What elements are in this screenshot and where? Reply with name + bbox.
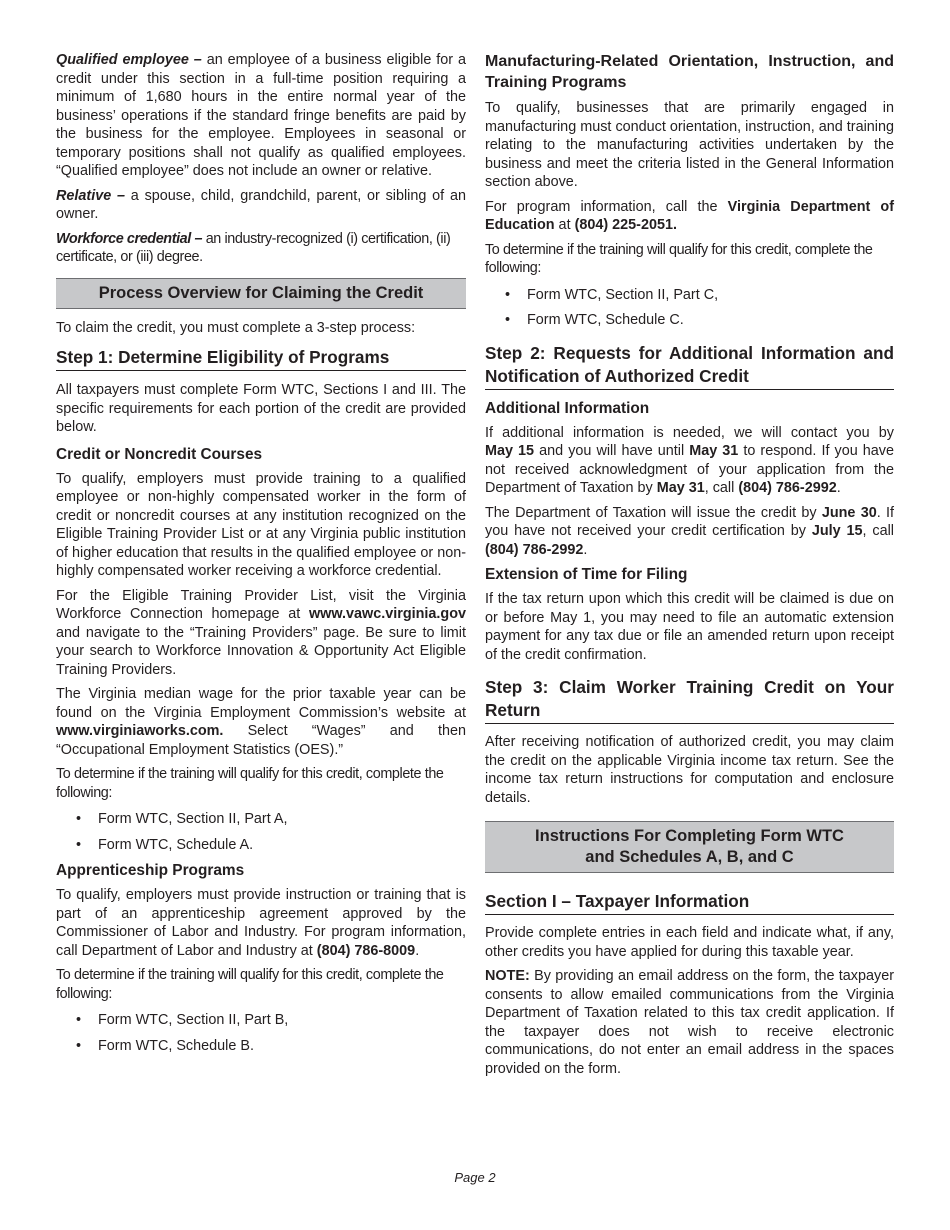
section1-text: Provide complete entries in each field and indicate what, if any, other credits you have applied for during this taxable year. [485,925,894,960]
list-item: • Form WTC, Section II, Part A, [56,810,466,829]
virginiaworks-link[interactable]: www.virginiaworks.com. [56,723,224,739]
bullet-list-a [56,810,466,854]
section1-heading: Section I – Taxpayer Information [485,890,894,915]
doe-name: Virginia Department of Education [485,198,894,233]
definition-qualified-employee: Qualified employee – an employee of a business eligible for a credit under this section in a full-time position requiring a minimum of 1,680 hours in the entire normal year of the business’ operations if the standard fringe benefits are paid by the business for the employee. Employees in seasonal or temporary positions shall not qualify as qualified employees. “Qualified employee” does not include an owner or relative. [56,52,466,179]
credit-courses-heading: Credit or Noncredit Courses [56,445,263,463]
determine-text-a: To determine if the training will qualify for this credit, complete the following: [56,766,444,801]
list-item: • Form WTC, Section II, Part B, [56,1011,466,1030]
step1-heading: Step 1: Determine Eligibility of Programs [56,346,466,371]
manufacturing-text: To qualify, businesses that are primarily engaged in manufacturing must conduct orientation, instruction, and training relating to the manufacturing activities undertaken by the business and meet the criteria listed in the General Information section above. [485,100,894,190]
provider-list-text: For the Eligible Training Provider List, visit the Virginia Workforce Connection homepage at www.vawc.virginia.gov and navigate to the “Training Providers” page. Be sure to limit your search to Workforce Innovation & Opportunity Act Eligible Training Providers. [56,587,466,678]
list-item: • Form WTC, Section II, Part C, [485,286,894,305]
taxation-phone: (804) 786-2992 [485,541,584,558]
determine-text-c: To determine if the training will qualify for this credit, complete the following: [485,241,873,276]
list-item: • Form WTC, Schedule B. [56,1037,466,1056]
term-relative: Relative – [56,187,125,204]
step2-heading: Step 2: Requests for Additional Information and Notification of Authorized Credit [485,342,894,390]
term-workforce-credential: Workforce credential – [56,230,203,247]
step3-text: After receiving notification of authorized credit, you may claim the credit on the applicable Virginia income tax return. See the income tax return instructions for computation and enclosure details. [485,734,894,806]
process-intro: To claim the credit, you must complete a 3-step process: [56,319,416,336]
extension-heading: Extension of Time for Filing [485,566,688,583]
note-label: NOTE: [485,968,530,984]
apprenticeship-heading: Apprenticeship Programs [56,862,245,879]
left-column [56,51,466,1062]
additional-info-text: If additional information is needed, we will contact you by May 15 and you will have until May 31 to respond. If you have not received acknowledgment of your application from the Department of Taxation by May 31, call (804) 786-2992. [485,424,895,496]
labor-phone: (804) 786-8009 [316,942,416,959]
additional-info-heading: Additional Information [485,399,650,417]
definition-relative: Relative – a spouse, child, grandchild, parent, or sibling of an owner. [56,187,466,222]
list-item: • Form WTC, Schedule A. [56,836,466,855]
step3-heading: Step 3: Claim Worker Training Credit on Your Return [485,676,894,724]
step1-text: All taxpayers must complete Form WTC, Sections I and III. The specific requirements for each portion of the credit are provided below. [56,382,466,435]
apprenticeship-text: To qualify, employers must provide instruction or training that is part of an apprenticeship agreement approved by the Commissioner of Labor and Industry. For program information, call Department of Labor and Industry at (804) 786-8009. [56,887,466,959]
right-column [485,51,894,1084]
median-wage-text: The Virginia median wage for the prior taxable year can be found on the Virginia Employment Commission’s website at www.virginiaworks.com. Select “Wages” and then “Occupational Employment Statistics (OES).” [56,686,466,758]
taxation-phone: (804) 786-2992 [738,480,837,496]
credit-courses-text: To qualify, employers must provide training to a qualified employee or non-highly compensated worker in the form of credit or noncredit courses at any institution recognized on the Eligible Training Provider List or at any Virginia public institution of higher education that results in the qualified employee or non-highly compensated worker receiving a workforce credential. [56,470,466,579]
page-number: Page 2 [454,1170,496,1185]
doe-phone: (804) 225-2051. [574,217,677,233]
definition-workforce-credential: Workforce credential – an industry-recognized (i) certification, (ii) certificate, or (iii) degree. [56,230,451,265]
note-text: NOTE: By providing an email address on the form, the taxpayer consents to allow emailed communications from the Virginia Department of Taxation related to this tax credit application. If the taxpayer does not wish to receive electronic communications, do not enter an email address in the spaces provided on the form. [485,968,894,1077]
bullet-list-b [56,1011,466,1055]
term-qualified-employee: Qualified employee – [56,52,202,68]
determine-text-b: To determine if the training will qualify for this credit, complete the following: [56,967,444,1002]
extension-text: If the tax return upon which this credit will be claimed is due on or before May 1, you may need to file an automatic extension payment for any tax due or file an amended return upon receipt of the credit confirmation. [485,591,894,663]
vawc-link[interactable]: www.vawc.virginia.gov [308,606,466,622]
list-item: • Form WTC, Schedule C. [485,311,894,330]
manufacturing-heading: Manufacturing-Related Orientation, Instruction, and Training Programs [485,53,894,91]
bullet-list-c [485,286,894,330]
issue-credit-text: The Department of Taxation will issue the credit by June 30. If you have not received your credit certification by July 15, call (804) 786-2992. [485,504,895,558]
doe-text: For program information, call the Virginia Department of Education at (804) 225-2051. [485,198,894,233]
instructions-heading: Instructions For Completing Form WTC and Schedules A, B, and C [485,821,894,873]
process-overview-heading: Process Overview for Claiming the Credit [56,278,466,309]
